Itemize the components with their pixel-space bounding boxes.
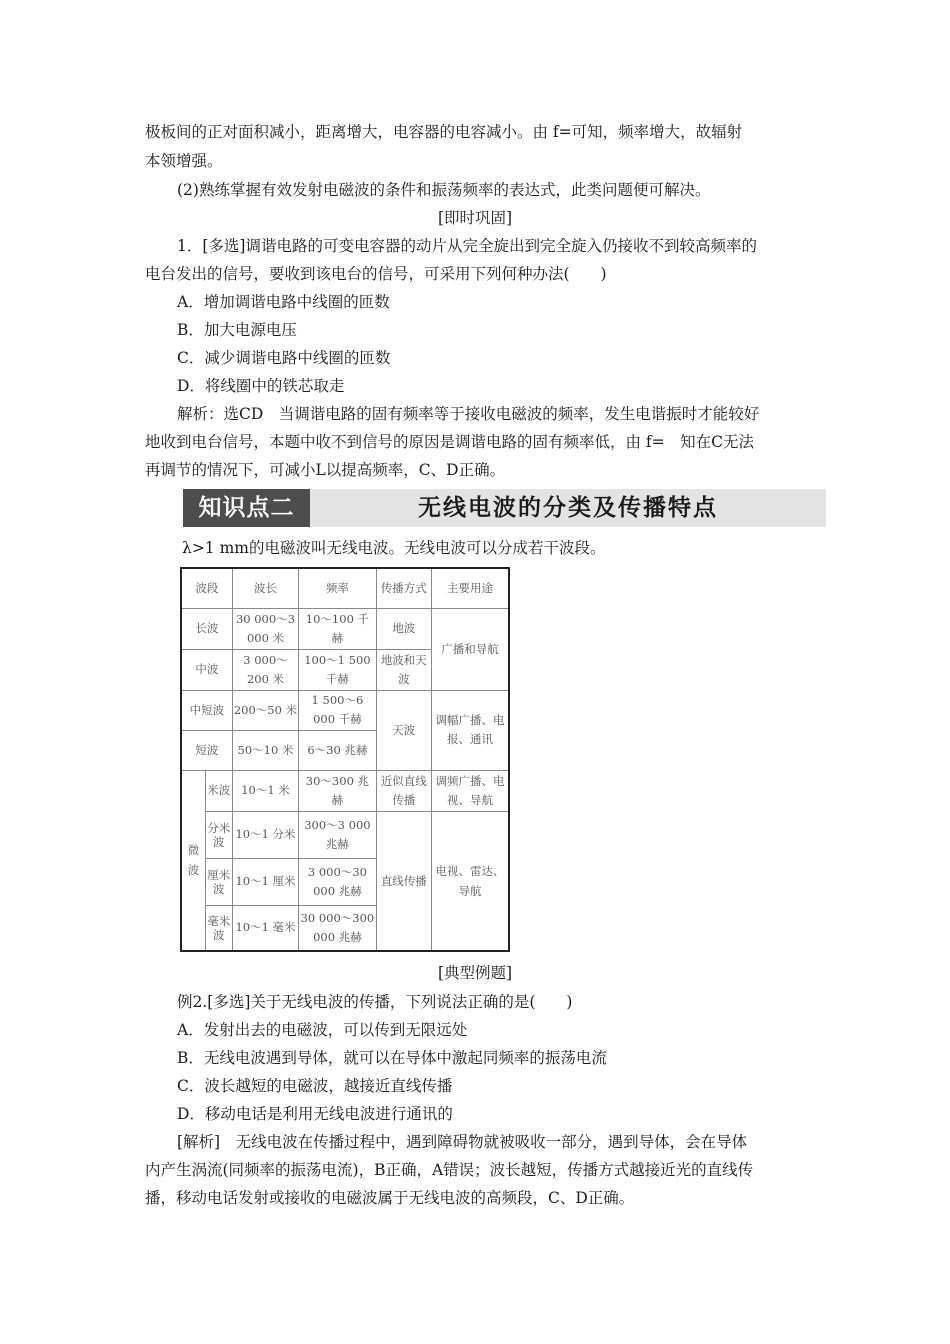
table-header-row (181, 568, 509, 608)
cell-wavelength: 10～1 米 (232, 770, 298, 811)
table-row (181, 690, 509, 730)
cell-band: 分米波 (205, 811, 232, 858)
cell-wavelength: 10～1 分米 (232, 811, 298, 858)
cell-wavelength: 10～1 毫米 (232, 905, 298, 951)
practice-option-d: D．将线圈中的铁芯取走 (177, 377, 345, 395)
cell-usage: 调频广播、电视、导航 (431, 770, 509, 811)
cell-propagation: 地波和天波 (376, 649, 431, 690)
table-intro: λ>1 mm的电磁波叫无线电波。无线电波可以分成若干波段。 (182, 539, 606, 557)
radio-wave-table (180, 567, 510, 952)
cell-microwave-group: 微波 (181, 770, 205, 951)
cell-usage: 电视、雷达、导航 (431, 811, 509, 951)
cell-wavelength: 3 000～200 米 (232, 649, 298, 690)
practice-option-a: A．增加调谐电路中线圈的匝数 (177, 293, 390, 311)
cell-band: 中短波 (181, 690, 232, 730)
cell-band: 米波 (205, 770, 232, 811)
practice-answer-line-2: 地收到电台信号，本题中收不到信号的原因是调谐电路的固有频率低，由 f= 知在C无法 (145, 433, 755, 451)
cell-wavelength: 30 000～3 000 米 (232, 608, 298, 649)
practice-heading: [即时巩固] (437, 209, 513, 227)
cell-usage: 广播和导航 (431, 608, 509, 690)
cell-wavelength: 50～10 米 (232, 730, 298, 770)
cell-propagation: 地波 (376, 608, 431, 649)
cell-band: 厘米波 (205, 858, 232, 905)
example-option-b: B．无线电波遇到导体，就可以在导体中激起同频率的振荡电流 (177, 1049, 607, 1067)
practice-question-line-2: 电台发出的信号，要收到该电台的信号，可采用下列何种办法( ) (145, 265, 607, 283)
cell-propagation: 近似直线传播 (376, 770, 431, 811)
cell-frequency: 100～1 500 千赫 (299, 649, 376, 690)
example-option-d: D．移动电话是利用无线电波进行通讯的 (177, 1105, 453, 1123)
cell-propagation: 天波 (376, 690, 431, 770)
cell-propagation: 直线传播 (376, 811, 431, 951)
intro-text-line-3: (2)熟练掌握有效发射电磁波的条件和振荡频率的表达式，此类问题便可解决。 (177, 181, 711, 199)
cell-wavelength: 10～1 厘米 (232, 858, 298, 905)
practice-answer-line-3: 再调节的情况下，可减小L以提高频率，C、D正确。 (145, 461, 506, 479)
section-banner (183, 489, 826, 527)
header-band: 波段 (181, 568, 232, 608)
example-option-a: A．发射出去的电磁波，可以传到无限远处 (177, 1021, 468, 1039)
practice-answer-line-1: 解析：选CD 当调谐电路的固有频率等于接收电磁波的频率，发生电谐振时才能较好 (177, 405, 760, 423)
cell-frequency: 10～100 千赫 (299, 608, 376, 649)
table-row (181, 770, 509, 811)
cell-frequency: 3 000～30 000 兆赫 (299, 858, 376, 905)
header-frequency: 频率 (299, 568, 376, 608)
example-heading: [典型例题] (437, 964, 513, 982)
header-usage: 主要用途 (431, 568, 509, 608)
intro-text-line-1: 极板间的正对面积减小，距离增大，电容器的电容减小。由 f=可知，频率增大，故辐射 (145, 123, 743, 141)
cell-frequency: 30 000～300 000 兆赫 (299, 905, 376, 951)
header-wavelength: 波长 (232, 568, 298, 608)
example-option-c: C．波长越短的电磁波，越接近直线传播 (177, 1077, 453, 1095)
practice-option-c: C．减少调谐电路中线圈的匝数 (177, 349, 391, 367)
intro-text-line-2: 本领增强。 (145, 152, 223, 170)
cell-usage: 调幅广播、电报、通讯 (431, 690, 509, 770)
section-label: 知识点二 (183, 489, 310, 527)
cell-band: 毫米波 (205, 905, 232, 951)
cell-frequency: 1 500～6 000 千赫 (299, 690, 376, 730)
cell-frequency: 30～300 兆赫 (299, 770, 376, 811)
example-answer-line-3: 播，移动电话发射或接收的电磁波属于无线电波的高频段，C、D正确。 (145, 1189, 635, 1207)
example-answer-line-1: [解析] 无线电波在传播过程中，遇到障碍物就被吸收一部分，遇到导体，会在导体 (177, 1133, 748, 1151)
cell-wavelength: 200～50 米 (232, 690, 298, 730)
table-row (181, 811, 509, 858)
example-answer-line-2: 内产生涡流(同频率的振荡电流)，B正确，A错误；波长越短，传播方式越接近光的直线传 (145, 1161, 754, 1179)
table-row (181, 608, 509, 649)
cell-frequency: 6～30 兆赫 (299, 730, 376, 770)
cell-frequency: 300～3 000 兆赫 (299, 811, 376, 858)
example-question: 例2.[多选]关于无线电波的传播，下列说法正确的是( ) (177, 993, 573, 1011)
cell-band: 短波 (181, 730, 232, 770)
header-propagation: 传播方式 (376, 568, 431, 608)
cell-band: 长波 (181, 608, 232, 649)
cell-band: 中波 (181, 649, 232, 690)
practice-question-line-1: 1．[多选]调谐电路的可变电容器的动片从完全旋出到完全旋入仍接收不到较高频率的 (177, 237, 757, 255)
practice-option-b: B．加大电源电压 (177, 321, 297, 339)
section-title: 无线电波的分类及传播特点 (418, 495, 718, 521)
